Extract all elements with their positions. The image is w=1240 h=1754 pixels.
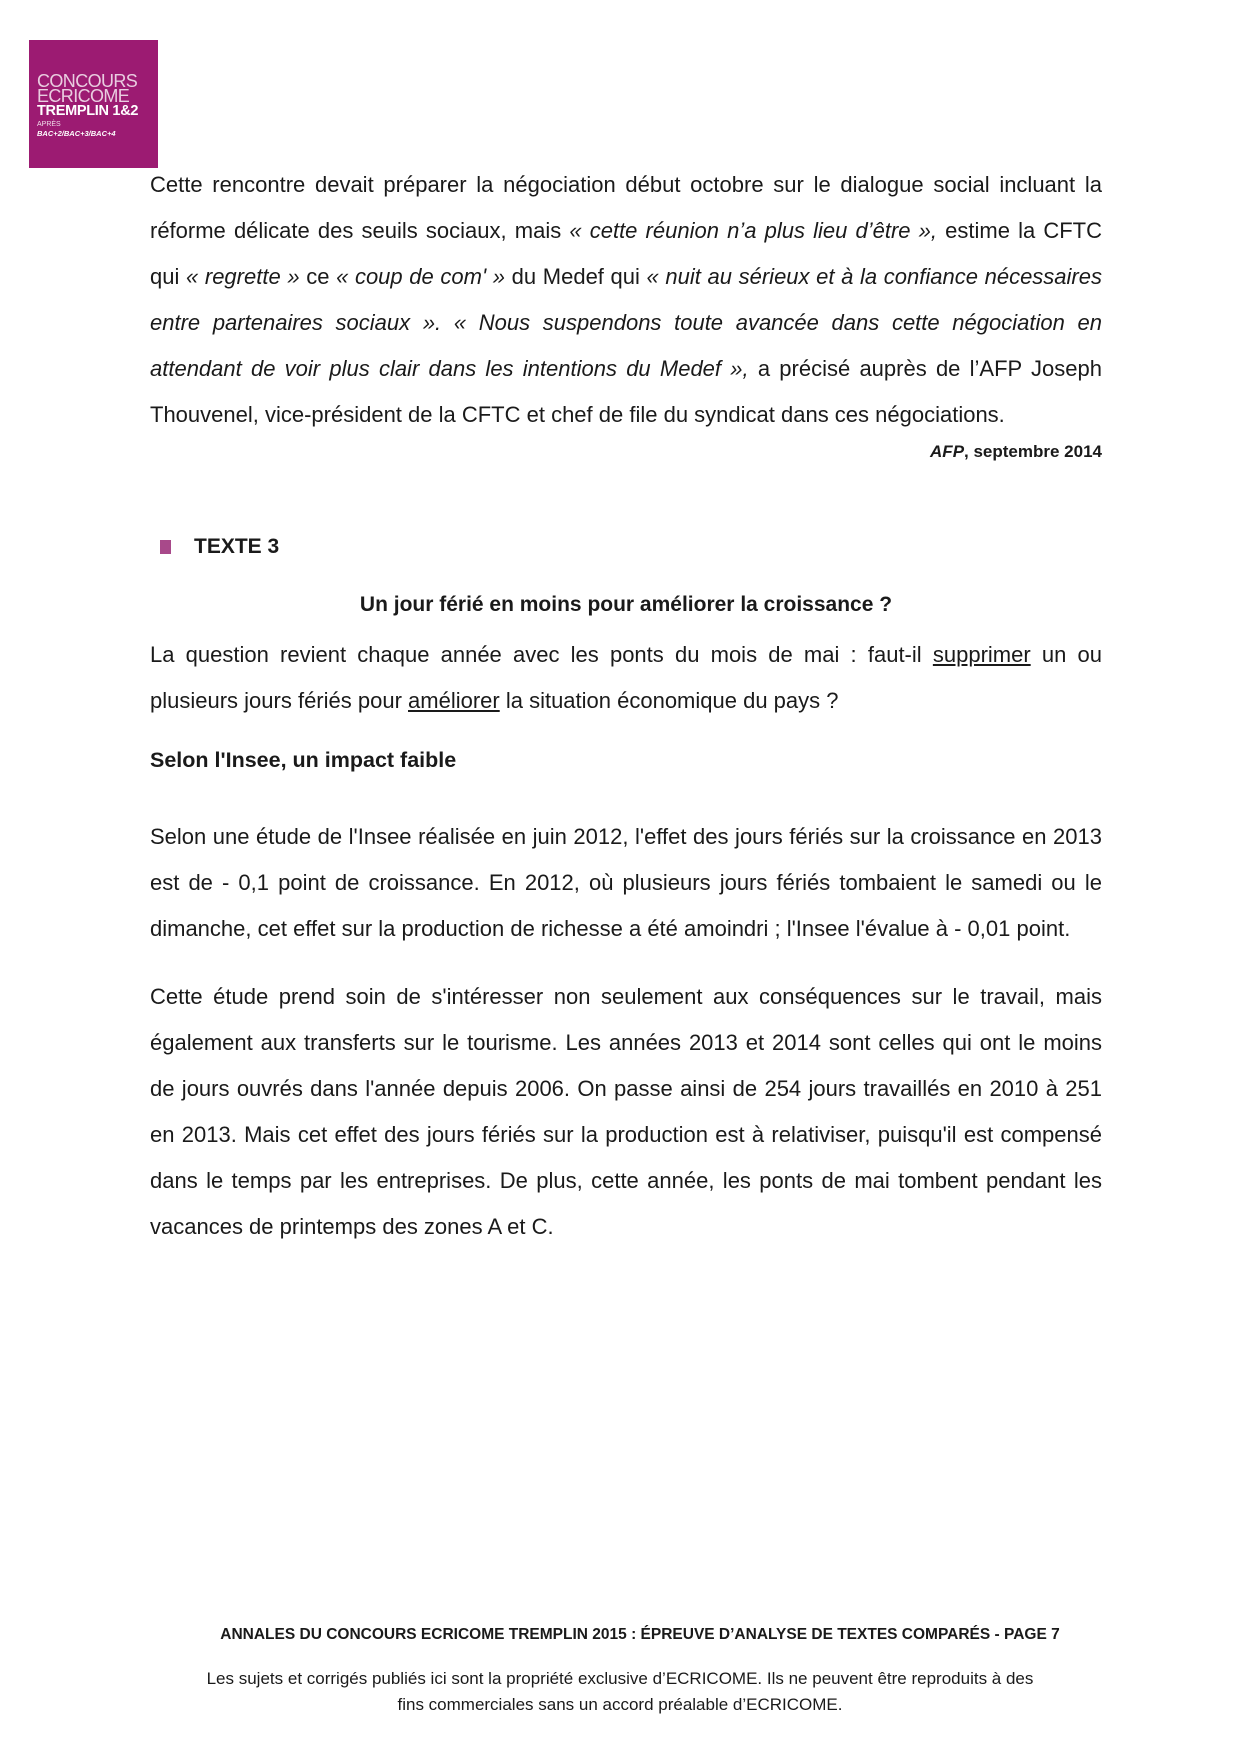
page-content [150, 162, 1102, 1250]
article-title: Un jour férié en moins pour améliorer la croissance ? [359, 593, 893, 616]
lead-paragraph [150, 632, 1102, 724]
logo-line-bac: BAC+2/BAC+3/BAC+4 [37, 129, 116, 138]
link-supprimer[interactable]: supprimer [932, 642, 1031, 667]
text-run: ce [299, 264, 337, 289]
link-ameliorer[interactable]: améliorer [408, 688, 500, 713]
source-date: , septembre 2014 [964, 442, 1102, 461]
logo-line-concours: CONCOURS [37, 71, 138, 91]
quote-run: « coup de com' » [336, 264, 506, 289]
source-citation [150, 440, 1102, 464]
quote-run: « regrette » [186, 264, 300, 289]
footer-legal [120, 1666, 1120, 1718]
footer-title: ANNALES DU CONCOURS ECRICOME TREMPLIN 2015 : ÉPREUVE D’ANALYSE DE TEXTES COMPARÉS - PAGE 7 [220, 1626, 1060, 1643]
text-run: a précisé auprès de l’AFP Joseph Thouvenel, vice-président de la CFTC et chef de file du syndicat dans ces négociations. [150, 356, 1102, 427]
quote-run: « cette réunion n’a plus lieu d’être », [569, 218, 937, 243]
section-header [150, 532, 1102, 562]
body-paragraph: Cette étude prend soin de s'intéresser non seulement aux conséquences sur le travail, mais également aux transferts sur le tourisme. Les années 2013 et 2014 sont celles qui ont le moins de jours ouvrés dans l'année depuis 2006. On passe ainsi de 254 jours travaillés en 2010 à 251 en 2013. Mais cet effet des jours fériés sur la production est à relativiser, puisqu'il est compensé dans le temps par les entreprises. De plus, cette année, les ponts de mai tombent pendant les vacances de printemps des zones A et C. [150, 984, 1102, 1239]
quote-run: « nuit au sérieux et à la confiance nécessaires entre partenaires sociaux ». « Nous suspendons toute avancée dans cette négociation en attendant de voir plus clair dans les intentions du Medef », [150, 264, 1102, 381]
text-run: estime la CFTC qui [150, 218, 1102, 289]
body-paragraph: Selon une étude de l'Insee réalisée en juin 2012, l'effet des jours fériés sur la croissance en 2013 est de - 0,1 point de croissance. En 2012, où plusieurs jours fériés tombaient le samedi ou le dimanche, cet effet sur la production de richesse a été amoindri ; l'Insee l'évalue à - 0,01 point. [150, 824, 1102, 941]
text-run: du Medef qui [505, 264, 647, 289]
source-agency: AFP [930, 442, 965, 461]
section-title: TEXTE 3 [194, 535, 280, 558]
text-run: un ou plusieurs jours fériés pour [150, 642, 1102, 713]
footer-legal-line: fins commerciales sans un accord préalable d’ECRICOME. [397, 1695, 843, 1714]
text-run: Cette rencontre devait préparer la négociation début octobre sur le dialogue social incluant la réforme délicate des seuils sociaux, mais [150, 172, 1102, 243]
subheading: Selon l'Insee, un impact faible [150, 748, 457, 772]
logo-line-tremplin: TREMPLIN 1&2 [37, 103, 139, 119]
logo-line-ecricome: ECRICOME [37, 86, 130, 106]
square-bullet-icon [160, 540, 171, 554]
text2-closing-paragraph [150, 162, 1102, 438]
text-run: la situation économique du pays ? [499, 688, 839, 713]
logo-line-apres: APRÈS [37, 121, 61, 128]
footer-legal-line: Les sujets et corrigés publiés ici sont la propriété exclusive d’ECRICOME. Ils ne peuvent être reproduits à des [206, 1669, 1034, 1688]
text-run: La question revient chaque année avec les ponts du mois de mai : faut-il [150, 642, 933, 667]
ecricome-logo [29, 40, 158, 168]
